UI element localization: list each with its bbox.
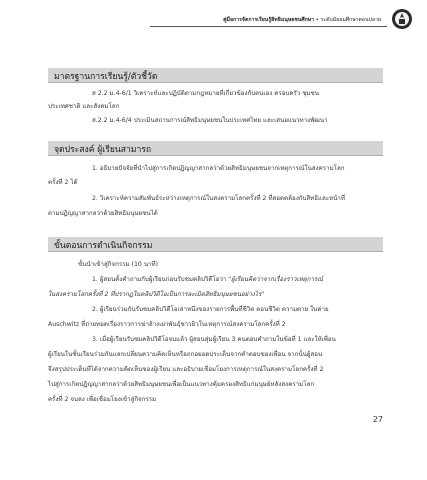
page-number: 27 — [372, 415, 383, 424]
standard-line: ประเทศชาติ และสังคมโลก — [48, 103, 120, 110]
activity-item-3-cont: ครั้งที่ 2 จบลง เพื่อเชื่อมโยงเข้าสู่กิจกรรม — [48, 396, 157, 403]
header-title: คู่มือการจัดการเรียนรู้สิทธิมนุษยชนศึกษา — [223, 17, 315, 23]
section-heading-objectives — [48, 141, 383, 156]
section-heading-standards — [48, 68, 383, 83]
objective-line: 2. วิเคราะห์ความสัมพันธ์ระหว่างเหตุการณ์ในสงครามโลกครั้งที่ 2 ที่สอดคล้องกับสิทธิและหน้าที่ — [92, 195, 345, 202]
activity-quote-cont: ในสงครามโลกครั้งที่ 2 ที่ปรากฏในคลิปวิดีโอเป็นการละเมิดสิทธิมนุษยชนอย่างไร" — [48, 291, 265, 298]
objective-line: 1. อธิบายปัจจัยที่นำไปสู่การเกิดปฏิญญาสากลว่าด้วยสิทธิมนุษยชนจากเหตุการณ์ในสงครามโลก — [92, 165, 345, 172]
activity-item-text: 1. ผู้สอนตั้งคำถามกับผู้เรียนก่อนรับชมคลิปวิดีโอว่า — [92, 276, 229, 283]
objective-line: ตามปฏิญญาสากลว่าด้วยสิทธิมนุษยชนได้ — [48, 210, 158, 217]
emblem-logo — [391, 8, 413, 30]
activity-item-3: 3. เมื่อผู้เรียนรับชมคลิปวิดีโอจบแล้ว ผู้สอนสุ่มผู้เรียน 3 คนตอบคำถามในข้อที่ 1 และให้เพื่อน — [92, 336, 336, 343]
activity-item-1 — [92, 274, 323, 284]
section-title: จุดประสงค์ ผู้เรียนสามารถ — [54, 145, 152, 155]
activity-item-3-cont: จึงสรุปประเด็นที่ได้จากความคิดเห็นของผู้เรียน และอธิบายเชื่อมโยงการเหตุการณ์ในสงครามโลกครั้งที่ 2 — [48, 366, 324, 373]
header-rule — [150, 26, 387, 27]
running-header — [223, 16, 381, 24]
section-title: มาตรฐานการเรียนรู้/ตัวชี้วัด — [54, 72, 158, 82]
activity-item-2-cont: Auschwitz ที่ถ่ายทอดเรื่องราวการฆ่าล้างเผ่าพันธุ์ชาวยิวในเหตุการณ์สงครามโลกครั้งที่ 2 — [48, 321, 286, 328]
section-heading-activities — [48, 237, 383, 252]
activity-quote: "ผู้เรียนคิดว่าจากเรื่องราวเหตุการณ์ — [228, 276, 323, 283]
activity-item-3-cont: ไปสู่การเกิดปฏิญญาสากลว่าด้วยสิทธิมนุษยชนเพื่อเป็นแนวทางคุ้มครองสิทธิแก่มนุษย์หลังสงครามโลก — [48, 381, 315, 388]
objective-line: ครั้งที่ 2 ได้ — [48, 179, 78, 186]
activity-intro: ขั้นนำเข้าสู่กิจกรรม (10 นาที) — [78, 261, 159, 268]
header-subtitle: • ระดับมัธยมศึกษาตอนปลาย — [315, 17, 381, 23]
section-title: ขั้นตอนการดำเนินกิจกรรม — [54, 241, 153, 251]
activity-item-2: 2. ผู้เรียนร่วมกันรับชมคลิปวิดีโอเล่าหนึ่งของรายการพื้นที่ชีวิต ตอนชีวิต ความตาย ในค่าย — [92, 306, 329, 313]
standard-line: ส.2.2 ม.4-6/4 ประเมินสถานการณ์สิทธิมนุษยชนในประเทศไทย และเสนอแนวทางพัฒนา — [92, 117, 328, 124]
activity-item-3-cont: ผู้เรียนในชั้นเรียนร่วมกันแลกเปลี่ยนความคิดเห็นหรือถกอยอดประเด็นจากคำตอบของเพื่อน จากนั้นผู้สอน — [48, 351, 323, 358]
standard-line: ส 2.2 ม.4-6/1 วิเคราะห์และปฏิบัติตามกฎหมายที่เกี่ยวข้องกับตนเอง ครอบครัว ชุมชน — [92, 90, 319, 97]
